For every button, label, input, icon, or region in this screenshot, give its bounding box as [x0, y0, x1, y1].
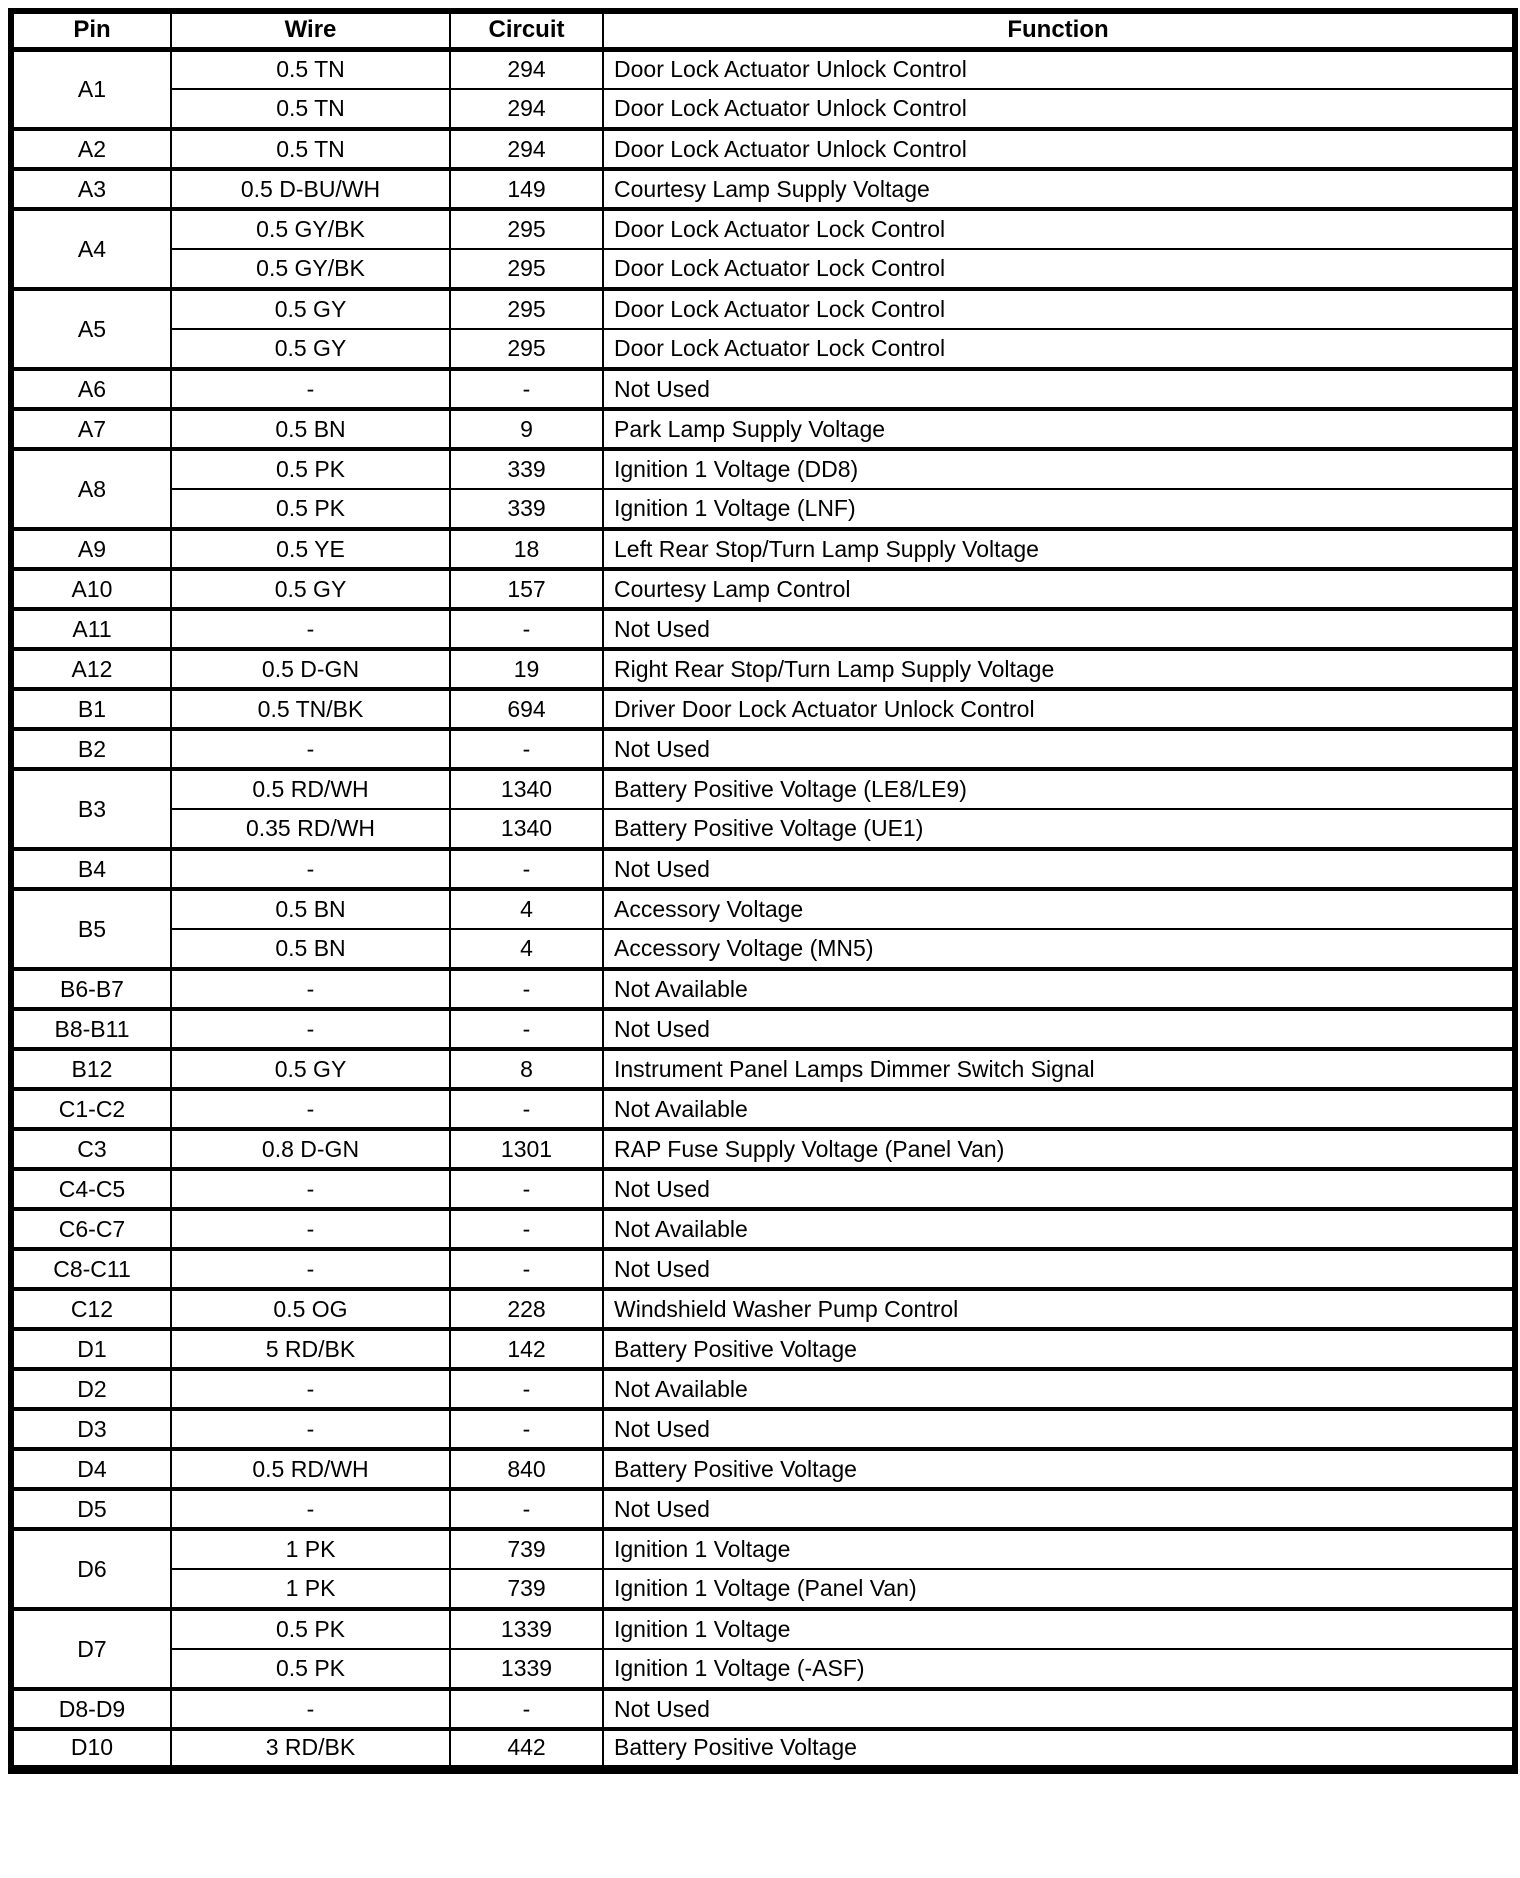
function-cell: Battery Positive Voltage — [603, 1729, 1515, 1769]
function-cell: Not Used — [603, 369, 1515, 409]
wire-cell: - — [171, 1409, 450, 1449]
wire-cell: 0.5 BN — [171, 889, 450, 929]
table-row — [11, 1369, 1515, 1409]
function-cell: Door Lock Actuator Unlock Control — [603, 129, 1515, 169]
wire-cell: - — [171, 1249, 450, 1289]
wire-cell: 0.5 TN — [171, 89, 450, 129]
table-row — [11, 489, 1515, 529]
function-cell: Not Used — [603, 1169, 1515, 1209]
pin-cell: C12 — [11, 1289, 171, 1329]
column-header-function: Function — [603, 11, 1515, 49]
table-row — [11, 1529, 1515, 1569]
header-row — [11, 11, 1515, 49]
function-cell: Battery Positive Voltage (LE8/LE9) — [603, 769, 1515, 809]
wire-cell: - — [171, 1489, 450, 1529]
table-row — [11, 569, 1515, 609]
table-row — [11, 1249, 1515, 1289]
wire-cell: - — [171, 1009, 450, 1049]
wire-cell: 0.5 PK — [171, 489, 450, 529]
circuit-cell: - — [450, 369, 603, 409]
pin-cell: A7 — [11, 409, 171, 449]
function-cell: Not Available — [603, 969, 1515, 1009]
wire-cell: 3 RD/BK — [171, 1729, 450, 1769]
wire-cell: 5 RD/BK — [171, 1329, 450, 1369]
function-cell: Left Rear Stop/Turn Lamp Supply Voltage — [603, 529, 1515, 569]
wire-cell: 0.5 TN — [171, 129, 450, 169]
pin-cell: C4-C5 — [11, 1169, 171, 1209]
pin-cell: C8-C11 — [11, 1249, 171, 1289]
pin-cell: A2 — [11, 129, 171, 169]
circuit-cell: 295 — [450, 249, 603, 289]
circuit-cell: 1340 — [450, 809, 603, 849]
pin-cell: C1-C2 — [11, 1089, 171, 1129]
function-cell: Ignition 1 Voltage (DD8) — [603, 449, 1515, 489]
function-cell: Door Lock Actuator Unlock Control — [603, 49, 1515, 89]
circuit-cell: 739 — [450, 1569, 603, 1609]
function-cell: Battery Positive Voltage (UE1) — [603, 809, 1515, 849]
function-cell: Instrument Panel Lamps Dimmer Switch Signal — [603, 1049, 1515, 1089]
pin-cell: B2 — [11, 729, 171, 769]
circuit-cell: 840 — [450, 1449, 603, 1489]
pin-cell: A1 — [11, 49, 171, 129]
table-row — [11, 649, 1515, 689]
wire-cell: - — [171, 369, 450, 409]
function-cell: Not Available — [603, 1089, 1515, 1129]
circuit-cell: - — [450, 1089, 603, 1129]
wire-cell: 0.5 GY/BK — [171, 249, 450, 289]
pin-cell: A6 — [11, 369, 171, 409]
table-row — [11, 769, 1515, 809]
wire-cell: 0.5 PK — [171, 1649, 450, 1689]
function-cell: Not Used — [603, 1689, 1515, 1729]
table-row — [11, 529, 1515, 569]
circuit-cell: 294 — [450, 129, 603, 169]
wire-cell: 0.5 RD/WH — [171, 769, 450, 809]
wire-cell: 0.5 GY — [171, 329, 450, 369]
circuit-cell: - — [450, 1169, 603, 1209]
function-cell: Ignition 1 Voltage — [603, 1609, 1515, 1649]
column-header-pin: Pin — [11, 11, 171, 49]
circuit-cell: 8 — [450, 1049, 603, 1089]
circuit-cell: 1339 — [450, 1609, 603, 1649]
wire-cell: 0.8 D-GN — [171, 1129, 450, 1169]
pin-cell: D7 — [11, 1609, 171, 1689]
function-cell: Ignition 1 Voltage (Panel Van) — [603, 1569, 1515, 1609]
function-cell: Not Available — [603, 1369, 1515, 1409]
pin-cell: A10 — [11, 569, 171, 609]
function-cell: Door Lock Actuator Lock Control — [603, 209, 1515, 249]
circuit-cell: 142 — [450, 1329, 603, 1369]
pin-cell: C3 — [11, 1129, 171, 1169]
wire-cell: 0.5 TN/BK — [171, 689, 450, 729]
table-row — [11, 1609, 1515, 1649]
pin-cell: A8 — [11, 449, 171, 529]
table-row — [11, 1129, 1515, 1169]
wire-cell: 0.5 OG — [171, 1289, 450, 1329]
column-header-wire: Wire — [171, 11, 450, 49]
pin-cell: D3 — [11, 1409, 171, 1449]
pin-cell: C6-C7 — [11, 1209, 171, 1249]
table-row — [11, 169, 1515, 209]
wire-cell: - — [171, 969, 450, 1009]
function-cell: Not Used — [603, 1009, 1515, 1049]
wire-cell: 0.5 GY — [171, 289, 450, 329]
wire-cell: - — [171, 609, 450, 649]
circuit-cell: 157 — [450, 569, 603, 609]
table-row — [11, 1569, 1515, 1609]
wire-cell: 0.5 GY/BK — [171, 209, 450, 249]
wire-cell: - — [171, 729, 450, 769]
pin-cell: D2 — [11, 1369, 171, 1409]
wire-cell: - — [171, 1689, 450, 1729]
pin-cell: B1 — [11, 689, 171, 729]
pin-cell: B3 — [11, 769, 171, 849]
table-row — [11, 1449, 1515, 1489]
table-row — [11, 49, 1515, 89]
table-row — [11, 89, 1515, 129]
circuit-cell: 294 — [450, 89, 603, 129]
circuit-cell: - — [450, 1009, 603, 1049]
wire-cell: - — [171, 1169, 450, 1209]
table-row — [11, 1649, 1515, 1689]
circuit-cell: 295 — [450, 289, 603, 329]
pin-cell: A3 — [11, 169, 171, 209]
table-row — [11, 729, 1515, 769]
table-row — [11, 369, 1515, 409]
wire-cell: 0.35 RD/WH — [171, 809, 450, 849]
function-cell: Not Used — [603, 1409, 1515, 1449]
wire-cell: 0.5 D-GN — [171, 649, 450, 689]
wire-cell: 1 PK — [171, 1529, 450, 1569]
table-row — [11, 689, 1515, 729]
wire-cell: - — [171, 849, 450, 889]
function-cell: Driver Door Lock Actuator Unlock Control — [603, 689, 1515, 729]
pin-cell: B4 — [11, 849, 171, 889]
wire-cell: 0.5 GY — [171, 569, 450, 609]
function-cell: Door Lock Actuator Lock Control — [603, 289, 1515, 329]
wire-cell: 0.5 YE — [171, 529, 450, 569]
table-row — [11, 889, 1515, 929]
circuit-cell: 1339 — [450, 1649, 603, 1689]
table-row — [11, 289, 1515, 329]
table-row — [11, 1049, 1515, 1089]
circuit-cell: - — [450, 1249, 603, 1289]
pin-cell: B6-B7 — [11, 969, 171, 1009]
function-cell: Courtesy Lamp Control — [603, 569, 1515, 609]
function-cell: Door Lock Actuator Unlock Control — [603, 89, 1515, 129]
function-cell: Not Used — [603, 1489, 1515, 1529]
pin-cell: D4 — [11, 1449, 171, 1489]
wire-cell: 0.5 TN — [171, 49, 450, 89]
table-row — [11, 1289, 1515, 1329]
table-row — [11, 849, 1515, 889]
function-cell: Courtesy Lamp Supply Voltage — [603, 169, 1515, 209]
circuit-cell: 4 — [450, 929, 603, 969]
wire-cell: 0.5 PK — [171, 1609, 450, 1649]
pin-cell: D8-D9 — [11, 1689, 171, 1729]
function-cell: Not Used — [603, 729, 1515, 769]
pin-cell: B5 — [11, 889, 171, 969]
table-row — [11, 929, 1515, 969]
pin-cell: B8-B11 — [11, 1009, 171, 1049]
circuit-cell: - — [450, 1369, 603, 1409]
circuit-cell: 9 — [450, 409, 603, 449]
circuit-cell: - — [450, 1689, 603, 1729]
wire-cell: - — [171, 1209, 450, 1249]
function-cell: Door Lock Actuator Lock Control — [603, 249, 1515, 289]
circuit-cell: 295 — [450, 329, 603, 369]
column-header-circuit: Circuit — [450, 11, 603, 49]
pin-cell: A4 — [11, 209, 171, 289]
circuit-cell: 4 — [450, 889, 603, 929]
table-row — [11, 1729, 1515, 1769]
circuit-cell: 694 — [450, 689, 603, 729]
table-row — [11, 1169, 1515, 1209]
pin-cell: A9 — [11, 529, 171, 569]
table-row — [11, 329, 1515, 369]
circuit-cell: 19 — [450, 649, 603, 689]
wire-cell: 0.5 BN — [171, 929, 450, 969]
circuit-cell: 149 — [450, 169, 603, 209]
table-row — [11, 409, 1515, 449]
wire-cell: - — [171, 1369, 450, 1409]
circuit-cell: 228 — [450, 1289, 603, 1329]
function-cell: Accessory Voltage (MN5) — [603, 929, 1515, 969]
table-row — [11, 1009, 1515, 1049]
pin-cell: D1 — [11, 1329, 171, 1369]
circuit-cell: 1301 — [450, 1129, 603, 1169]
function-cell: Door Lock Actuator Lock Control — [603, 329, 1515, 369]
circuit-cell: 295 — [450, 209, 603, 249]
pin-cell: B12 — [11, 1049, 171, 1089]
circuit-cell: - — [450, 1209, 603, 1249]
table-body — [11, 49, 1515, 1769]
function-cell: Right Rear Stop/Turn Lamp Supply Voltage — [603, 649, 1515, 689]
pin-cell: A11 — [11, 609, 171, 649]
table-row — [11, 209, 1515, 249]
circuit-cell: - — [450, 849, 603, 889]
table-row — [11, 1409, 1515, 1449]
function-cell: Park Lamp Supply Voltage — [603, 409, 1515, 449]
circuit-cell: 442 — [450, 1729, 603, 1769]
function-cell: Battery Positive Voltage — [603, 1449, 1515, 1489]
circuit-cell: - — [450, 729, 603, 769]
circuit-cell: - — [450, 969, 603, 1009]
function-cell: Accessory Voltage — [603, 889, 1515, 929]
table-row — [11, 609, 1515, 649]
connector-pinout-table — [8, 8, 1518, 1774]
function-cell: RAP Fuse Supply Voltage (Panel Van) — [603, 1129, 1515, 1169]
circuit-cell: 339 — [450, 489, 603, 529]
circuit-cell: 1340 — [450, 769, 603, 809]
pin-cell: A12 — [11, 649, 171, 689]
wire-cell: 0.5 PK — [171, 449, 450, 489]
function-cell: Not Used — [603, 609, 1515, 649]
wire-cell: 0.5 GY — [171, 1049, 450, 1089]
table-row — [11, 1209, 1515, 1249]
wire-cell: 0.5 BN — [171, 409, 450, 449]
circuit-cell: 294 — [450, 49, 603, 89]
circuit-cell: - — [450, 609, 603, 649]
wire-cell: 0.5 RD/WH — [171, 1449, 450, 1489]
circuit-cell: 18 — [450, 529, 603, 569]
circuit-cell: 739 — [450, 1529, 603, 1569]
circuit-cell: 339 — [450, 449, 603, 489]
function-cell: Not Available — [603, 1209, 1515, 1249]
table-header — [11, 11, 1515, 49]
pin-cell: D10 — [11, 1729, 171, 1769]
pin-cell: D6 — [11, 1529, 171, 1609]
function-cell: Ignition 1 Voltage (-ASF) — [603, 1649, 1515, 1689]
function-cell: Windshield Washer Pump Control — [603, 1289, 1515, 1329]
table-row — [11, 969, 1515, 1009]
table-row — [11, 1089, 1515, 1129]
function-cell: Not Used — [603, 1249, 1515, 1289]
function-cell: Ignition 1 Voltage (LNF) — [603, 489, 1515, 529]
table-row — [11, 809, 1515, 849]
wire-cell: - — [171, 1089, 450, 1129]
function-cell: Battery Positive Voltage — [603, 1329, 1515, 1369]
table-row — [11, 1489, 1515, 1529]
table-row — [11, 249, 1515, 289]
table-row — [11, 1689, 1515, 1729]
wire-cell: 0.5 D-BU/WH — [171, 169, 450, 209]
table-row — [11, 1329, 1515, 1369]
pin-cell: A5 — [11, 289, 171, 369]
circuit-cell: - — [450, 1489, 603, 1529]
circuit-cell: - — [450, 1409, 603, 1449]
function-cell: Ignition 1 Voltage — [603, 1529, 1515, 1569]
wire-cell: 1 PK — [171, 1569, 450, 1609]
function-cell: Not Used — [603, 849, 1515, 889]
table-row — [11, 129, 1515, 169]
table-row — [11, 449, 1515, 489]
pin-cell: D5 — [11, 1489, 171, 1529]
